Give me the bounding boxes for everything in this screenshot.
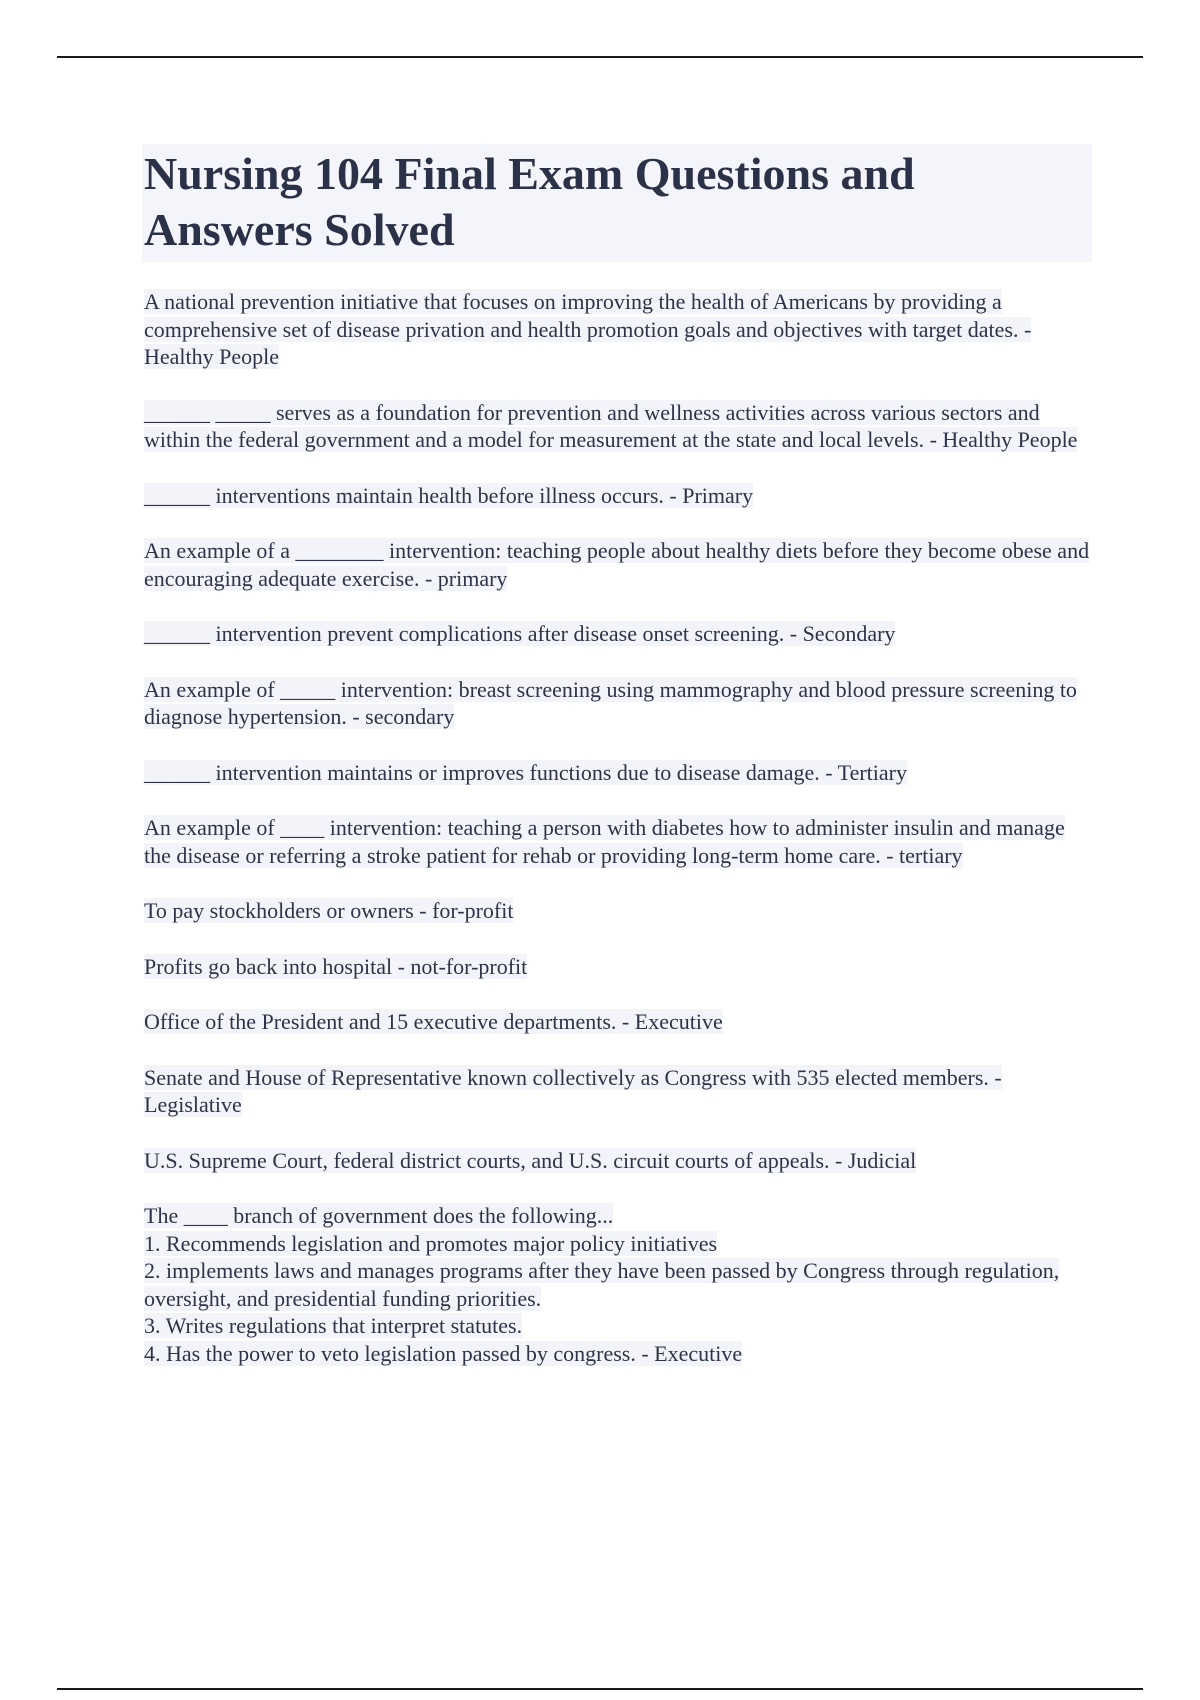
qa-entry-text: To pay stockholders or owners - for-profit: [144, 898, 514, 923]
qa-entry: [144, 759, 1092, 787]
qa-entry: [144, 288, 1092, 371]
qa-entry-text: Senate and House of Representative known collectively as Congress with 535 elected members. - Legislative: [144, 1064, 1002, 1117]
qa-entry-text: An example of ____ intervention: teaching a person with diabetes how to administer insulin and manage the disease or referring a stroke patient for rehab or providing long-term home care. - tertiary: [144, 815, 1065, 868]
qa-entry-text: Office of the President and 15 executive departments. - Executive: [144, 1009, 723, 1034]
qa-entry-text: ______ intervention maintains or improves functions due to disease damage. - Tertiary: [144, 759, 907, 785]
qa-entry: [144, 1147, 1092, 1175]
title-block: [142, 144, 1092, 262]
qa-entry: [144, 1202, 1092, 1367]
qa-entry-text: ______ _____ serves as a foundation for prevention and wellness activities across various sectors and within the federal government and a model for measurement at the state and local levels. - Healthy People: [144, 399, 1078, 452]
qa-entry-text: The ____ branch of government does the following... 1. Recommends legislation and promotes major policy initiatives 2. implements laws and manages programs after they have been passed by Congress through regulation, oversight, and presidential funding priorities. 3. Writes regulations that interpret statutes. 4. Has the power to veto legislation passed by congress. - Executive: [144, 1203, 1060, 1366]
qa-entry-text: U.S. Supreme Court, federal district courts, and U.S. circuit courts of appeals. - Judicial: [144, 1147, 917, 1173]
qa-entry-text: ______ interventions maintain health before illness occurs. - Primary: [144, 482, 754, 508]
qa-entry: [144, 897, 1092, 925]
qa-entry: [144, 1008, 1092, 1036]
qa-entry: [144, 1064, 1092, 1119]
qa-entry: [144, 953, 1092, 981]
qa-entry-text: ______ intervention prevent complications after disease onset screening. - Secondary: [144, 621, 896, 646]
bottom-rule: [57, 1688, 1143, 1690]
qa-entry: [144, 482, 1092, 510]
qa-entry-text: Profits go back into hospital - not-for-profit: [144, 953, 528, 979]
top-rule: [57, 56, 1143, 58]
qa-entry: [144, 620, 1092, 648]
qa-entry: [144, 537, 1092, 592]
qa-entry-text: An example of a ________ intervention: teaching people about healthy diets before they become obese and encouraging adequate exercise. - primary: [144, 538, 1090, 591]
qa-entry: [144, 814, 1092, 869]
qa-entry: [144, 676, 1092, 731]
document-body: [144, 144, 1092, 1395]
qa-entry-text: A national prevention initiative that focuses on improving the health of Americans by providing a comprehensive set of disease privation and health promotion goals and objectives with target dates. - Healthy People: [144, 289, 1032, 369]
qa-list: [144, 288, 1092, 1367]
qa-entry: [144, 399, 1092, 454]
qa-entry-text: An example of _____ intervention: breast screening using mammography and blood pressure screening to diagnose hypertension. - secondary: [144, 676, 1077, 729]
page-title: Nursing 104 Final Exam Questions and Answers Solved: [144, 148, 915, 255]
